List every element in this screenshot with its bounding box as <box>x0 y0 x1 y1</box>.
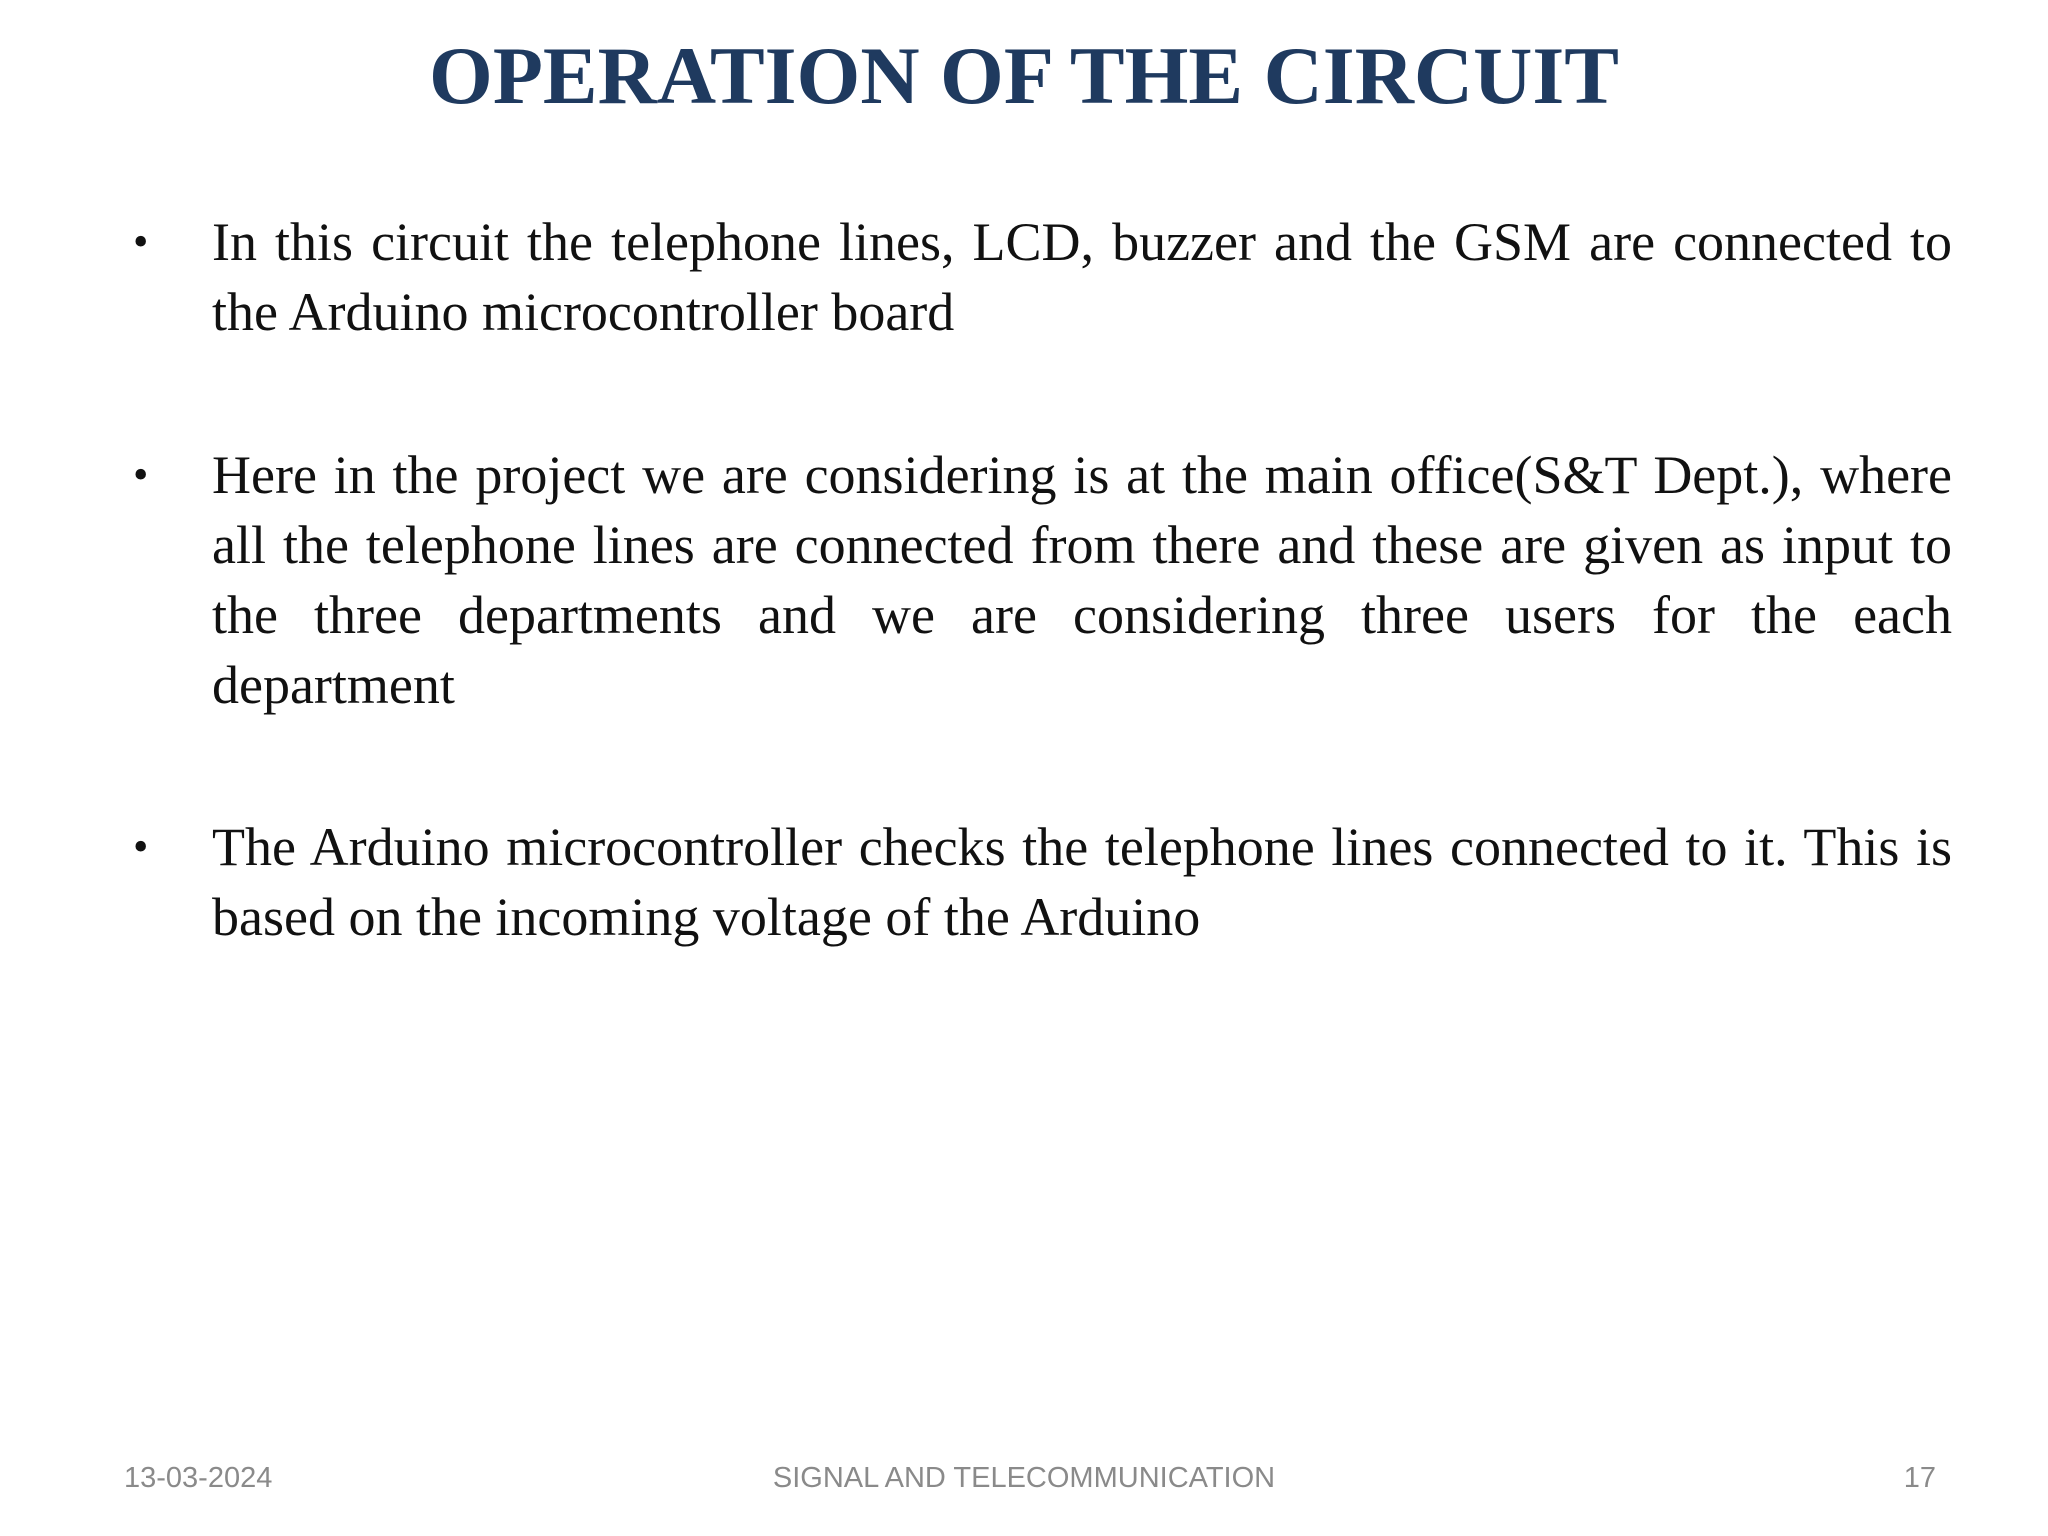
footer-title: SIGNAL AND TELECOMMUNICATION <box>772 1462 1276 1494</box>
footer-date: 13-03-2024 <box>124 1462 273 1494</box>
bullet-marker-icon: • <box>133 217 149 266</box>
slide-title: OPERATION OF THE CIRCUIT <box>429 30 1619 121</box>
footer-page-number: 17 <box>1903 1462 1936 1494</box>
bullet-text: The Arduino microcontroller checks the telephone lines connected to it. This is based on the incoming voltage of the Arduino <box>212 817 1952 947</box>
bullet-marker-icon: • <box>133 450 149 499</box>
bullet-marker-icon: • <box>133 822 149 871</box>
bullet-text: In this circuit the telephone lines, LCD, buzzer and the GSM are connected to the Arduino microcontroller board <box>212 212 1952 342</box>
bullet-text: Here in the project we are considering is at the main office(S&T Dept.), where all the telephone lines are connected from there and these are given as input to the three departments and we are considering three users for the each department <box>212 445 1952 715</box>
